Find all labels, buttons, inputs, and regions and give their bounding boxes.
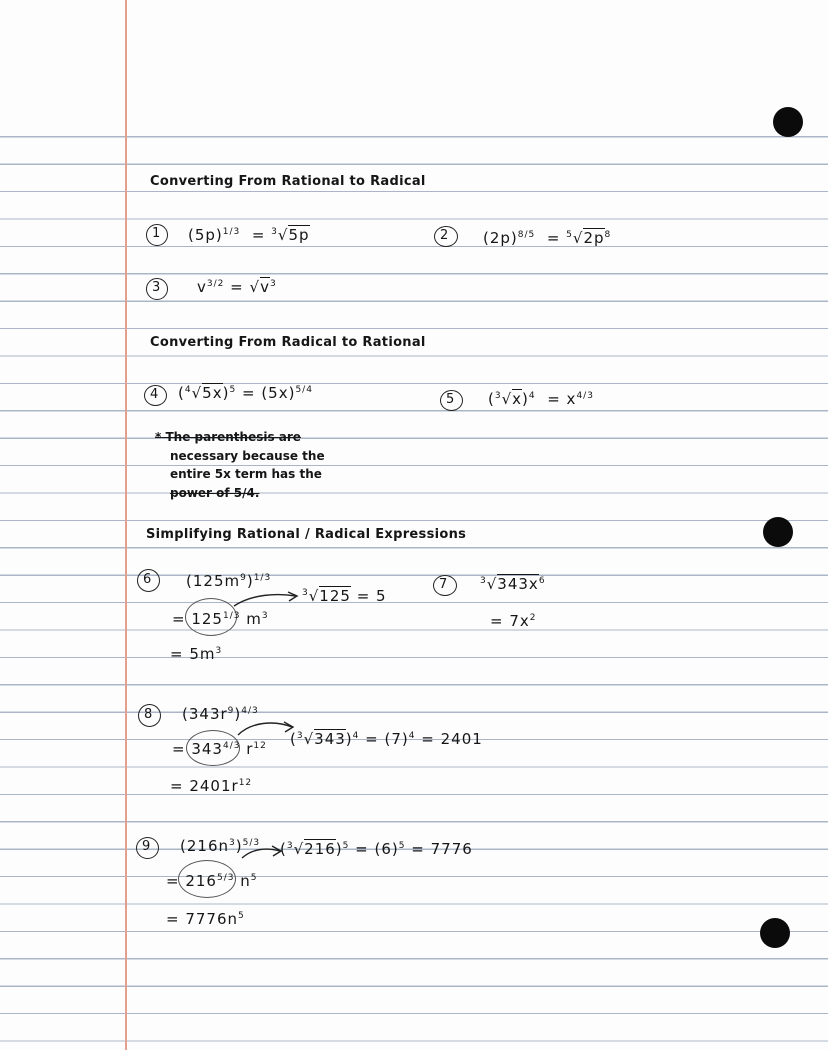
problem-4-expression: $(^4√5x)^5 = (5x)^{5/4}$ [178,384,313,402]
problem-7-expression: $^3√343x^6$ [480,575,546,593]
problem-8-step1: = $343^{4/3}$ $r^{12}$ [172,740,267,758]
heading-radical-to-rational: Converting From Radical to Rational [150,335,426,350]
problem-number: 4 [150,387,159,402]
problem-6-step1: = $125^{1/3}$ $m^3$ [172,610,269,628]
problem-6-step2: = $5m^3$ [170,645,223,663]
problem-2-expression: $(2p)^{8/5} = ^5√2p^8$ [483,229,612,247]
margin-line [125,0,127,1050]
problem-9-step1: = $216^{5/3}$ $n^5$ [166,872,258,890]
heading-rational-to-radical: Converting From Rational to Radical [150,174,426,189]
problem-number: 5 [446,392,455,407]
problem-6-expression: $(125m^9)^{1/3}$ [186,572,272,590]
problem-9-step2: = $7776n^5$ [166,910,245,928]
problem-5-expression: $(^3√x)^4 = x^{4/3}$ [488,390,594,408]
binder-hole [763,517,793,547]
binder-hole [773,107,803,137]
arrow-icon [232,590,302,610]
problem-number: 1 [152,226,161,241]
problem-8-step2: = $2401r^{12}$ [170,777,253,795]
problem-8-side: $(^3√343)^4 = (7)^4 = 2401$ [290,730,483,748]
problem-7-result: = $7x^2$ [490,612,537,630]
problem-number: 2 [440,228,449,243]
parenthesis-note: * The parenthesis are necessary because the entire 5x term has the power of 5/4. [155,430,325,500]
problem-number: 7 [439,577,448,592]
problem-9-expression: $(216n^3)^{5/3}$ [180,837,261,855]
problem-3-expression: $v^{3/2} = √v^3$ [197,278,277,296]
problem-number: 6 [143,572,152,587]
problem-number: 8 [144,707,153,722]
arrow-icon [236,717,298,739]
problem-number: 9 [142,839,151,854]
problem-number: 3 [152,280,161,295]
problem-9-side: $(^3√216)^5 = (6)^5 = 7776$ [280,840,473,858]
problem-1-expression: $(5p)^{1/3} = ^3√5p$ [188,226,310,244]
problem-6-side: $^3$√125 = 5 [302,587,387,605]
binder-hole [760,918,790,948]
heading-simplifying: Simplifying Rational / Radical Expressions [146,527,467,542]
problem-8-expression: $(343r^9)^{4/3}$ [182,705,259,723]
